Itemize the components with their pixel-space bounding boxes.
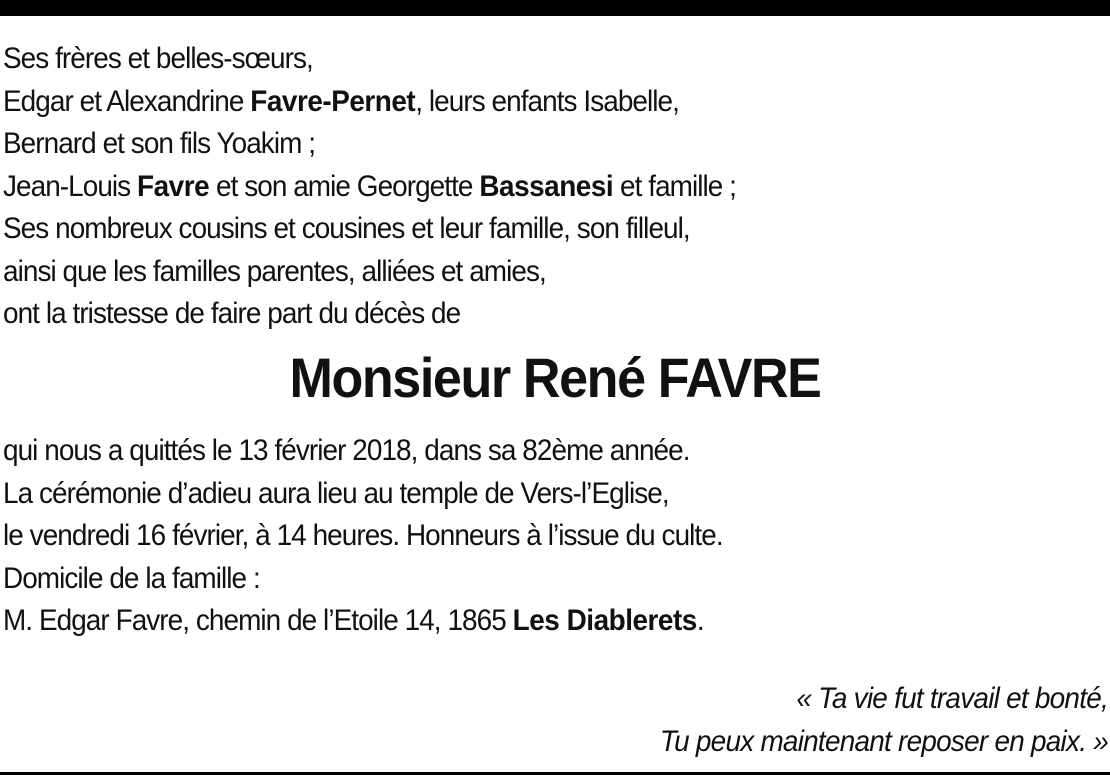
intro-line-6: ainsi que les familles parentes, alliées et amies, xyxy=(3,254,546,288)
closing-quote xyxy=(8,677,1108,763)
details-line-5 xyxy=(3,600,1026,643)
intro-line-1: Ses frères et belles-sœurs, xyxy=(3,42,313,75)
intro-line-2 xyxy=(3,81,1026,124)
address-end: . xyxy=(696,604,704,637)
intro-line-4-text-b: et son amie Georgette xyxy=(209,169,480,203)
intro-line-3: Bernard et son fils Yoakim ; xyxy=(3,127,316,160)
intro-line-4 xyxy=(3,166,1026,209)
address-text: M. Edgar Favre, chemin de l’Etoile 14, 1865 xyxy=(3,604,513,637)
intro-line-2-text-b: , leurs enfants Isabelle, xyxy=(415,84,679,118)
intro-line-4-text-c: et famille ; xyxy=(613,169,737,203)
bottom-rule xyxy=(0,772,1110,775)
details-line-4: Domicile de la famille : xyxy=(3,561,260,595)
deceased-name: Monsieur René FAVRE xyxy=(289,346,821,409)
top-rule xyxy=(0,0,1110,16)
ceremony-details xyxy=(3,430,1103,643)
intro-line-5: Ses nombreux cousins et cousines et leur famille, son filleul, xyxy=(3,212,690,245)
intro-line-4-text-a: Jean-Louis xyxy=(3,169,138,203)
address-locality: Les Diablerets xyxy=(512,604,697,637)
family-surname-favre-pernet: Favre-Pernet xyxy=(250,84,416,118)
family-surname-favre: Favre xyxy=(137,169,210,203)
intro-line-2-text-a: Edgar et Alexandrine xyxy=(3,84,251,118)
quote-line-1: « Ta vie fut travail et bonté, xyxy=(796,682,1108,715)
intro-line-7: ont la tristesse de faire part du décès de xyxy=(3,297,461,330)
family-surname-bassanesi: Bassanesi xyxy=(479,169,614,203)
details-line-1: qui nous a quittés le 13 février 2018, dans sa 82ème année. xyxy=(3,434,690,467)
details-line-2: La cérémonie d’adieu aura lieu au temple de Vers-l’Eglise, xyxy=(3,476,669,510)
quote-line-2: Tu peux maintenant reposer en paix. » xyxy=(659,725,1108,758)
family-intro xyxy=(3,38,1103,336)
details-line-3: le vendredi 16 février, à 14 heures. Honneurs à l’issue du culte. xyxy=(3,519,723,552)
